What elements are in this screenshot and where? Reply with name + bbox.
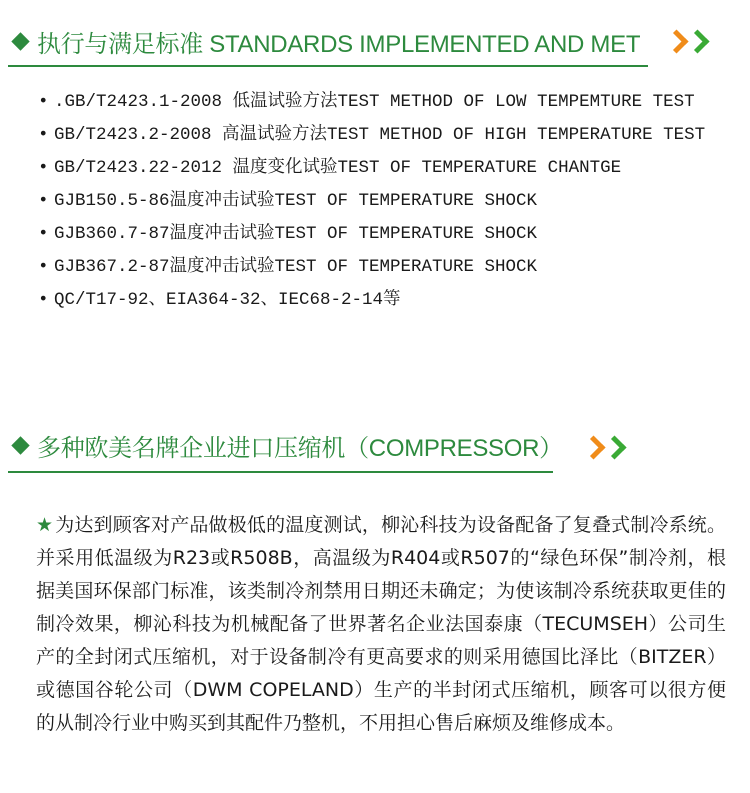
standards-list bbox=[36, 86, 726, 317]
compressor-description bbox=[36, 509, 726, 740]
list-item: • GJB150.5-86温度冲击试验TEST OF TEMPERATURE SHOCK bbox=[36, 185, 726, 218]
list-item: • GB/T2423.2-2008 高温试验方法TEST METHOD OF HIGH TEMPERATURE TEST bbox=[36, 119, 726, 152]
paragraph-text: 为达到顾客对产品做极低的温度测试，柳沁科技为设备配备了复叠式制冷系统。并采用低温级为R23或R508B，高温级为R404或R507的“绿色环保”制冷剂，根据美国环保部门标准，该类制冷剂禁用日期还未确定；为使该制冷系统获取更佳的制冷效果，柳沁科技为机械配备了世界著名企业法国泰康（TECUMSEH）公司生产的全封闭式压缩机，对于设备制冷有更高要求的则采用德国比泽比（BITZER）或德国谷轮公司（DWM COPELAND）生产的半封闭式压缩机，顾客可以很方便的从制冷行业中购买到其配件乃整机，不用担心售后麻烦及维修成本。 bbox=[36, 514, 726, 734]
header-underline bbox=[8, 65, 648, 67]
double-chevron-right-icon bbox=[585, 439, 627, 456]
star-icon: ★ bbox=[36, 514, 54, 536]
bullet-dot-icon: • bbox=[38, 158, 49, 178]
bullet-dot-icon: • bbox=[38, 290, 49, 310]
section-compressor-header bbox=[8, 428, 563, 463]
list-item: • GB/T2423.22-2012 温度变化试验TEST OF TEMPERATURE CHANTGE bbox=[36, 152, 726, 185]
header-underline bbox=[8, 471, 553, 473]
double-chevron-right-icon bbox=[668, 33, 710, 50]
bullet-dot-icon: • bbox=[38, 191, 49, 211]
list-item: • QC/T17-92、EIA364-32、IEC68-2-14等 bbox=[36, 284, 726, 317]
bullet-dot-icon: • bbox=[38, 125, 49, 145]
bullet-dot-icon: • bbox=[38, 257, 49, 277]
list-item: • .GB/T2423.1-2008 低温试验方法TEST METHOD OF LOW TEMPEMTURE TEST bbox=[36, 86, 726, 119]
section-standards-header bbox=[8, 24, 640, 59]
section-title-standards: 执行与满足标准 STANDARDS IMPLEMENTED AND MET bbox=[37, 31, 641, 58]
diamond-icon bbox=[11, 32, 29, 50]
bullet-dot-icon: • bbox=[38, 92, 49, 112]
bullet-dot-icon: • bbox=[38, 224, 49, 244]
section-title-compressor: 多种欧美名牌企业进口压缩机（COMPRESSOR） bbox=[37, 435, 563, 462]
list-item: • GJB360.7-87温度冲击试验TEST OF TEMPERATURE SHOCK bbox=[36, 218, 726, 251]
diamond-icon bbox=[11, 436, 29, 454]
list-item: • GJB367.2-87温度冲击试验TEST OF TEMPERATURE SHOCK bbox=[36, 251, 726, 284]
